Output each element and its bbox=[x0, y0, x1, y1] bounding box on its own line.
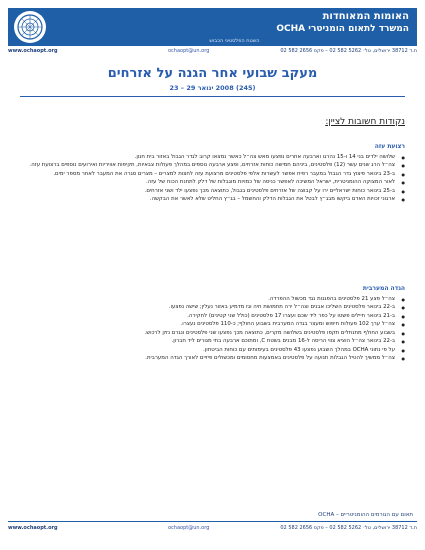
header-banner bbox=[8, 8, 417, 46]
contact-address: ת.ד 38712 ירושלים, טל׳ 5262 582 02 – פקס 2656 582 02 bbox=[280, 48, 417, 54]
west-bank-bullet-list bbox=[25, 296, 405, 364]
list-item: ● ב-22 בינואר צה״ל הוציא צווי הריסה ל-16 מבנים בשטח C, ומתוכם ארבעה בתי מגורים ליד חברון. bbox=[25, 338, 405, 345]
title-divider bbox=[20, 96, 405, 97]
office-label: המשרד לתאום הומניטרי bbox=[308, 24, 409, 34]
footer-credit: תאום עם הגורמים ההומניטריים – OCHA bbox=[318, 512, 413, 518]
list-item: ● בשבוע החולף מתנחלים תקפו פלסטינים בשלושה מקרים, כתוצאה מכך נפצעו שני פלסטינים ונגרם נזק לרכוש. bbox=[25, 330, 405, 337]
gaza-bullet-list bbox=[25, 154, 405, 205]
subsection-heading-west-bank: הגדה המערבית bbox=[362, 285, 405, 292]
list-item: ● צה״ל ערך 102 פעולות חיפוש ומעצר בגדה המערבית בשבוע החולף; כ-110 פלסטינים נעצרו. bbox=[25, 321, 405, 328]
list-item: ● לאור המצוקה ההומניטרית, ישראל המשיכה לאפשר כניסה של כמויות מוגבלות של דלק לתחנת הכוח של עזה. bbox=[25, 179, 405, 186]
contact-line bbox=[8, 48, 417, 56]
subsection-heading-gaza: רצועת עזה bbox=[374, 143, 405, 150]
footer-divider bbox=[8, 521, 417, 522]
list-item: ● על פי נתוני OCHA במהלך השבוע נפצעו 43 פלסטינים בעימותים עם כוחות הביטחון. bbox=[25, 347, 405, 354]
un-logo bbox=[14, 11, 46, 43]
territory-label: השטח הפלסטיני הכבוש bbox=[209, 38, 260, 44]
list-item: ● שלושה ילדים בני 14 ו-15 נהרגו וארבעה אחרים נפצעו מאש צה״ל כאשר נמצאו קרוב לגדר הגבול באזור בית חנון. bbox=[25, 154, 405, 161]
list-item: ● ב-22 בינואר פלסטינים השליכו אבנים וצה״ל ירה תחמושת חיה וגז מדמיע באזור נעלין; שישה נפצעו. bbox=[25, 304, 405, 311]
footer-contact bbox=[8, 525, 417, 533]
office-name bbox=[272, 24, 409, 34]
list-item: ● ארגוני זכויות האדם ביקשו מבג״ץ לבטל את הגבלות הדלק והחשמל – בג״ץ החליט שלא לאשר את הבקשה. bbox=[25, 196, 405, 203]
list-item: ● ב-21 בינואר חיילים פשטו על כפר ליד שכם ועצרו 17 פלסטינים (כולל שני קטינים) לחקירה. bbox=[25, 313, 405, 320]
list-item: ● צה״ל הרג שנים עשר (12) פלסטינים, ביניהם חמישה כוחות אזרחים, ופצע ארבעה נוספים במהלך פעולות צבאיות, תקיפות אוויריות ואירועים נוספים ברצועת עזה. bbox=[25, 162, 405, 169]
contact-website-link[interactable]: www.ochaopt.org bbox=[8, 48, 58, 54]
footer-website-link[interactable]: www.ochaopt.org bbox=[8, 525, 58, 531]
page-subtitle: (245) 2008 ינואר 29 – 23 bbox=[169, 84, 256, 92]
ocha-label: OCHA bbox=[276, 24, 306, 34]
page-title: מעקב שבועי אחר הגנה על אזרחים bbox=[107, 66, 318, 81]
org-name: האומות המאוחדות bbox=[322, 11, 409, 22]
list-item: ● צה״ל ממשיך להטיל הגבלות תנועה על פלסטינים באמצעות מחסומים ומכשולים פיזיים לאורך הגדה המערבית. bbox=[25, 355, 405, 362]
list-item: ● צה״ל פצע 21 פלסטינים בהפגנות נגד מכשול ההפרדה. bbox=[25, 296, 405, 303]
un-emblem-icon bbox=[16, 13, 44, 41]
list-item: ● ב-23 בינואר פיצוץ גדר הגבול במעבר רפיח אפשר לעשרות אלפי פלסטינים מרצועת עזה לחצות למצרים – מצרים סגרה את המעבר לאחר מספר ימים. bbox=[25, 171, 405, 178]
contact-email-link[interactable]: ochaopt@un.org bbox=[168, 48, 210, 54]
list-item: ● ב-25 בינואר כוחות ישראליים ירו על קבוצה של אזרחים פלסטינים בגבול, כתוצאה מכך נפצעו ילד ושני אזרחים. bbox=[25, 188, 405, 195]
footer-address: ת.ד 38712 ירושלים, טל׳ 5262 582 02 – פקס 2656 582 02 bbox=[280, 525, 417, 531]
footer-email-link[interactable]: ochaopt@un.org bbox=[168, 525, 210, 531]
section-title: נקודות חשובות לציין: bbox=[325, 117, 405, 127]
